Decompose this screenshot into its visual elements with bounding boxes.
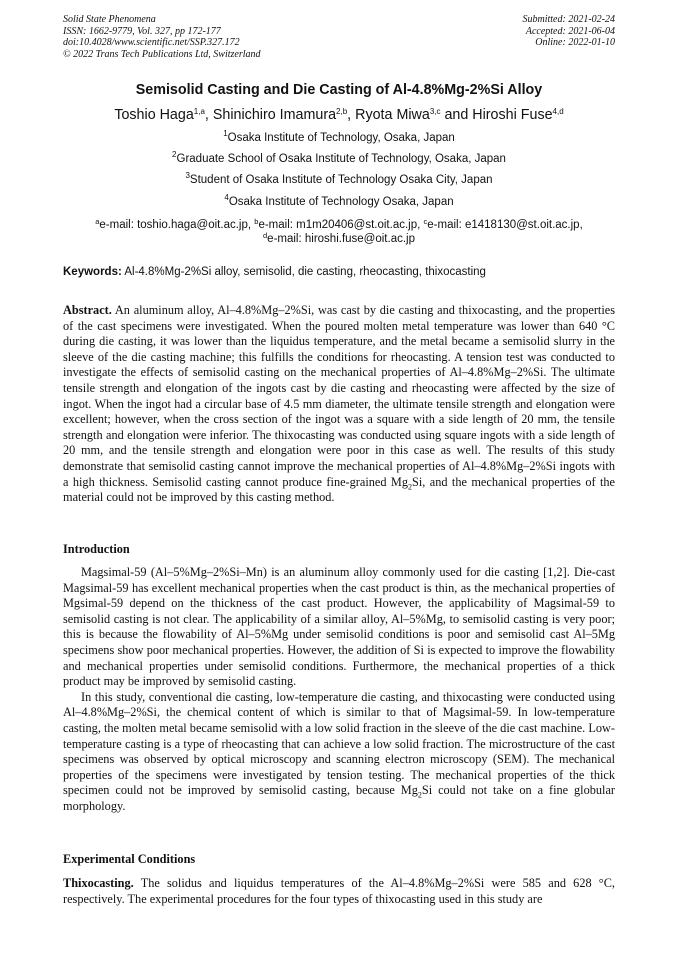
email-text: e-mail: m1m20406@st.oit.ac.jp,: [258, 219, 424, 231]
intro-p2-sub: 2: [417, 790, 422, 800]
email-text: e-mail: hiroshi.fuse@oit.ac.jp: [267, 233, 415, 245]
publication-dates: [523, 14, 616, 49]
issn: ISSN: 1662-9779, Vol. 327, pp 172-177: [63, 25, 221, 37]
email-text: e-mail: e1418130@st.oit.ac.jp,: [427, 219, 583, 231]
online-date: Online: 2022-01-10: [535, 37, 615, 48]
abstract: [63, 303, 615, 506]
affiliation-text: Student of Osaka Institute of Technology Osaka City, Japan: [189, 174, 493, 186]
submitted-date: Submitted: 2021-02-24: [522, 14, 615, 25]
abstract-label: Abstract.: [63, 303, 112, 317]
experimental-heading: Experimental Conditions: [63, 852, 196, 866]
experimental-body: [63, 876, 615, 907]
email-sup: d: [263, 231, 268, 240]
email-sup: a: [95, 217, 100, 226]
affiliation: [0, 129, 678, 144]
author-name: Ryota Miwa: [355, 107, 430, 123]
copyright: © 2022 Trans Tech Publications Ltd, Switzerland: [63, 48, 261, 60]
affiliation-text: Osaka Institute of Technology Osaka, Japan: [228, 196, 454, 208]
author-sup: 1,a: [193, 107, 205, 116]
email-text: e-mail: toshio.haga@oit.ac.jp,: [99, 219, 255, 231]
intro-p2-tail: Si could not take on a fine globular morphology.: [63, 783, 615, 813]
author-name: Hiroshi Fuse: [472, 107, 553, 123]
affiliation-sup: 2: [172, 150, 177, 159]
author-sep: and: [440, 107, 473, 123]
journal-info: [63, 14, 261, 60]
email-sup: c: [423, 217, 428, 226]
introduction-heading: Introduction: [63, 542, 130, 556]
email-sup: b: [254, 217, 259, 226]
paper-title: Semisolid Casting and Die Casting of Al-4.8%Mg-2%Si Alloy: [135, 82, 543, 98]
affiliation-sup: 4: [224, 193, 229, 202]
keywords-label: Keywords:: [63, 266, 122, 278]
author-sup: 2,b: [336, 107, 348, 116]
intro-p2-text: In this study, conventional die casting, low-temperature die casting, and thixocasting were conducted using Al–4.8%Mg–2%Si, the chemical content of which is similar to that of Magsimal-59. In low-temperature casting, the molten metal became semisolid with a low solid fraction in the sleeve of the die cast machine. Low-temperature casting is a type of rheocasting that can achieve a low solid fraction. The microstructure of the cast specimens was observed by optical microscopy and scanning electron microscopy (SEM). The mechanical properties of the specimens were investigated by tension testing. The mechanical properties of the thick specimen could not be improved by semisolid casting, because Mg: [63, 689, 615, 798]
journal-name: Solid State Phenomena: [63, 14, 156, 25]
accepted-date: Accepted: 2021-06-04: [525, 25, 615, 37]
intro-paragraph-1: Magsimal-59 (Al–5%Mg–2%Si–Mn) is an aluminum alloy commonly used for die casting [1,2]. Die-cast Magsimal-59 has excellent mechanical properties when the cast product is thin, as the mechanical properties of Mgsimal-59 depend on the thickness of the cast product. However, the applicability of Magsimal-59 to semisolid casting is not clear. The applicability of a similar alloy, Al–5%Mg, to semisolid casting is very poor; this is because the flowability of Al–5%Mg under semisolid conditions is poor and semisolid cast Al–5Mg specimens show poor mechanical properties. However, the addition of Si is expected to improve the flowability and mechanical properties under semisolid conditions. Furthermore, the mechanical properties of a thick product may be improved by semisolid casting.: [63, 565, 615, 689]
abstract-tail: Si, and the mechanical properties of the material could not be improved by this casting method.: [63, 474, 615, 505]
doi: doi:10.4028/www.scientific.net/SSP.327.172: [63, 37, 240, 48]
thixocasting-label: Thixocasting.: [63, 876, 134, 890]
affiliation: [0, 171, 678, 186]
author-sep: ,: [204, 107, 213, 123]
affiliation-sup: 1: [223, 129, 228, 138]
affiliation: [0, 150, 678, 165]
affiliation: [0, 193, 678, 208]
intro-paragraph-2: [63, 690, 615, 815]
abstract-sub: 2: [408, 481, 413, 491]
experimental-text: The solidus and liquidus temperatures of the Al–4.8%Mg–2%Si were 585 and 628 °C, respectively. The experimental procedures for the four types of thixocasting used in this study are: [63, 876, 615, 906]
author-sep: ,: [347, 107, 356, 123]
keywords: [63, 266, 623, 278]
author-sup: 4,d: [552, 107, 564, 116]
author-name: Toshio Haga: [114, 107, 194, 123]
author-name: Shinichiro Imamura: [212, 107, 337, 123]
introduction-body: [63, 565, 615, 815]
author-list: [0, 107, 678, 123]
keywords-text: Al-4.8%Mg-2%Si alloy, semisolid, die casting, rheocasting, thixocasting: [121, 266, 486, 278]
affiliation-sup: 3: [185, 171, 190, 180]
affiliation-text: Osaka Institute of Technology, Osaka, Japan: [227, 132, 455, 144]
author-sup: 3,c: [429, 107, 441, 116]
author-emails: [40, 218, 638, 246]
affiliation-text: Graduate School of Osaka Institute of Technology, Osaka, Japan: [176, 153, 506, 165]
abstract-text: An aluminum alloy, Al–4.8%Mg–2%Si, was cast by die casting and thixocasting, and the properties of the cast specimens were investigated. When the poured molten metal temperature was lower than 640 °C during die casting, it was lower than the liquidus temperature, and the metal became a semisolid slurry in the sleeve of the die casting machine; this fulfills the conditions for rheocasting. A tension test was conducted to investigate the effects of semisolid casting on the mechanical properties of Al–4.8%Mg–2%Si. The ultimate tensile strength and elongation of the ingots cast by die casting and rheocasting were affected by the size of ingot. When the ingot had a circular base of 4.5 mm diameter, the ultimate tensile strength and elongation were excellent; however, when the cross section of the ingot was a square with a side length of 20 mm, the tensile strength and elongation were inferior. The thixocasting was conducted using square ingots with a side length of 20 mm, and the tensile strength and elongation were poor in this case as well. The results of this study demonstrate that semisolid casting cannot improve the mechanical properties of Al–4.8%Mg–2%Si ingots with a high thickness. Semisolid casting cannot produce fine-grained Mg: [63, 303, 615, 489]
